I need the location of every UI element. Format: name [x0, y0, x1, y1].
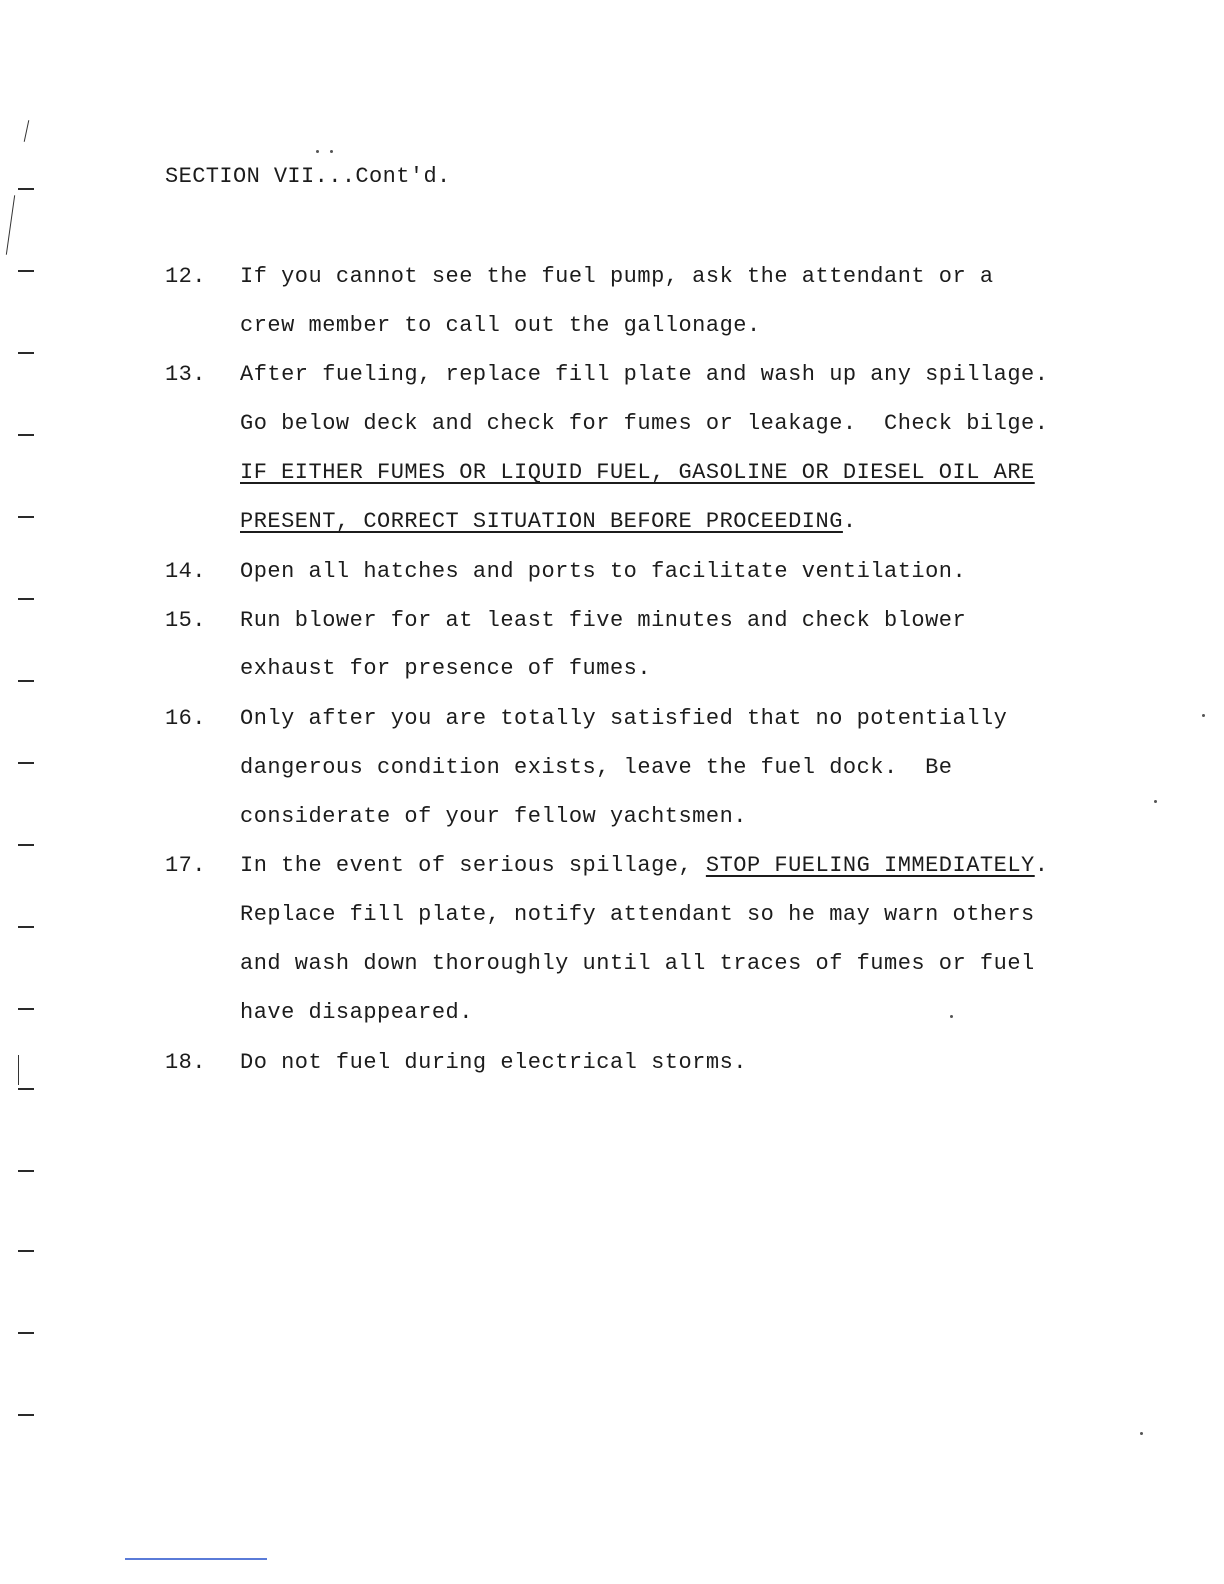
scan-speck	[950, 1015, 953, 1018]
item-text-prefix: In the event of serious spillage,	[240, 853, 706, 878]
stop-fueling-warning: STOP FUELING IMMEDIATELY	[705, 853, 1035, 878]
scan-tick-mark	[18, 762, 34, 764]
footer-rule	[125, 1558, 267, 1560]
scan-tick-mark	[18, 844, 34, 846]
warning-text-period: .	[842, 509, 857, 534]
scan-tick-mark	[18, 1332, 34, 1334]
item-text-line: have disappeared.	[240, 1000, 473, 1025]
scan-tick-mark	[18, 1414, 34, 1416]
item-text-line: and wash down thoroughly until all traces of fumes or fuel	[240, 951, 1035, 976]
item-text-line: Only after you are totally satisfied that no potentially	[240, 706, 1008, 731]
item-number: 18.	[165, 1050, 206, 1075]
scan-tick-mark	[18, 352, 34, 354]
scan-speck	[1202, 714, 1205, 717]
scan-edge-mark	[18, 1055, 19, 1085]
item-text-line: If you cannot see the fuel pump, ask the attendant or a	[240, 264, 994, 289]
item-number: 14.	[165, 559, 206, 584]
scan-tick-mark	[18, 1088, 34, 1090]
section-heading: SECTION VII...Cont'd.	[165, 164, 451, 189]
item-text-line: Run blower for at least five minutes and check blower	[240, 608, 967, 633]
warning-text-line	[240, 509, 857, 534]
scan-tick-mark	[18, 188, 34, 190]
item-number: 12.	[165, 264, 206, 289]
scan-tick-mark	[18, 434, 34, 436]
item-text-line: Replace fill plate, notify attendant so he may warn others	[240, 902, 1035, 927]
item-text-period: .	[1034, 853, 1049, 878]
scan-speck	[316, 150, 319, 153]
scan-tick-mark	[18, 1008, 34, 1010]
item-number: 13.	[165, 362, 206, 387]
item-text-line	[240, 853, 1048, 878]
scan-edge-mark	[6, 195, 15, 255]
item-text-line: exhaust for presence of fumes.	[240, 656, 652, 681]
scan-edge-mark	[24, 120, 30, 142]
scan-tick-mark	[18, 926, 34, 928]
scan-tick-mark	[18, 680, 34, 682]
warning-text-underlined: PRESENT, CORRECT SITUATION BEFORE PROCEEDING	[240, 509, 843, 534]
scan-tick-mark	[18, 1250, 34, 1252]
item-text-line: Do not fuel during electrical storms.	[240, 1050, 747, 1075]
item-number: 17.	[165, 853, 206, 878]
scan-speck	[1154, 800, 1157, 803]
scan-tick-mark	[18, 516, 34, 518]
item-number: 16.	[165, 706, 206, 731]
scan-tick-mark	[18, 270, 34, 272]
scan-tick-mark	[18, 598, 34, 600]
item-text-line: Open all hatches and ports to facilitate ventilation.	[240, 559, 967, 584]
scan-tick-mark	[18, 1170, 34, 1172]
item-number: 15.	[165, 608, 206, 633]
item-text-line: considerate of your fellow yachtsmen.	[240, 804, 747, 829]
item-text-line: Go below deck and check for fumes or leakage. Check bilge.	[240, 411, 1049, 436]
scan-speck	[1140, 1432, 1143, 1435]
item-text-line: dangerous condition exists, leave the fuel dock. Be	[240, 755, 953, 780]
item-text-line: crew member to call out the gallonage.	[240, 313, 761, 338]
scan-speck	[330, 150, 333, 153]
item-text-line: After fueling, replace fill plate and wash up any spillage.	[240, 362, 1049, 387]
warning-text-line: IF EITHER FUMES OR LIQUID FUEL, GASOLINE OR DIESEL OIL ARE	[240, 460, 1035, 485]
